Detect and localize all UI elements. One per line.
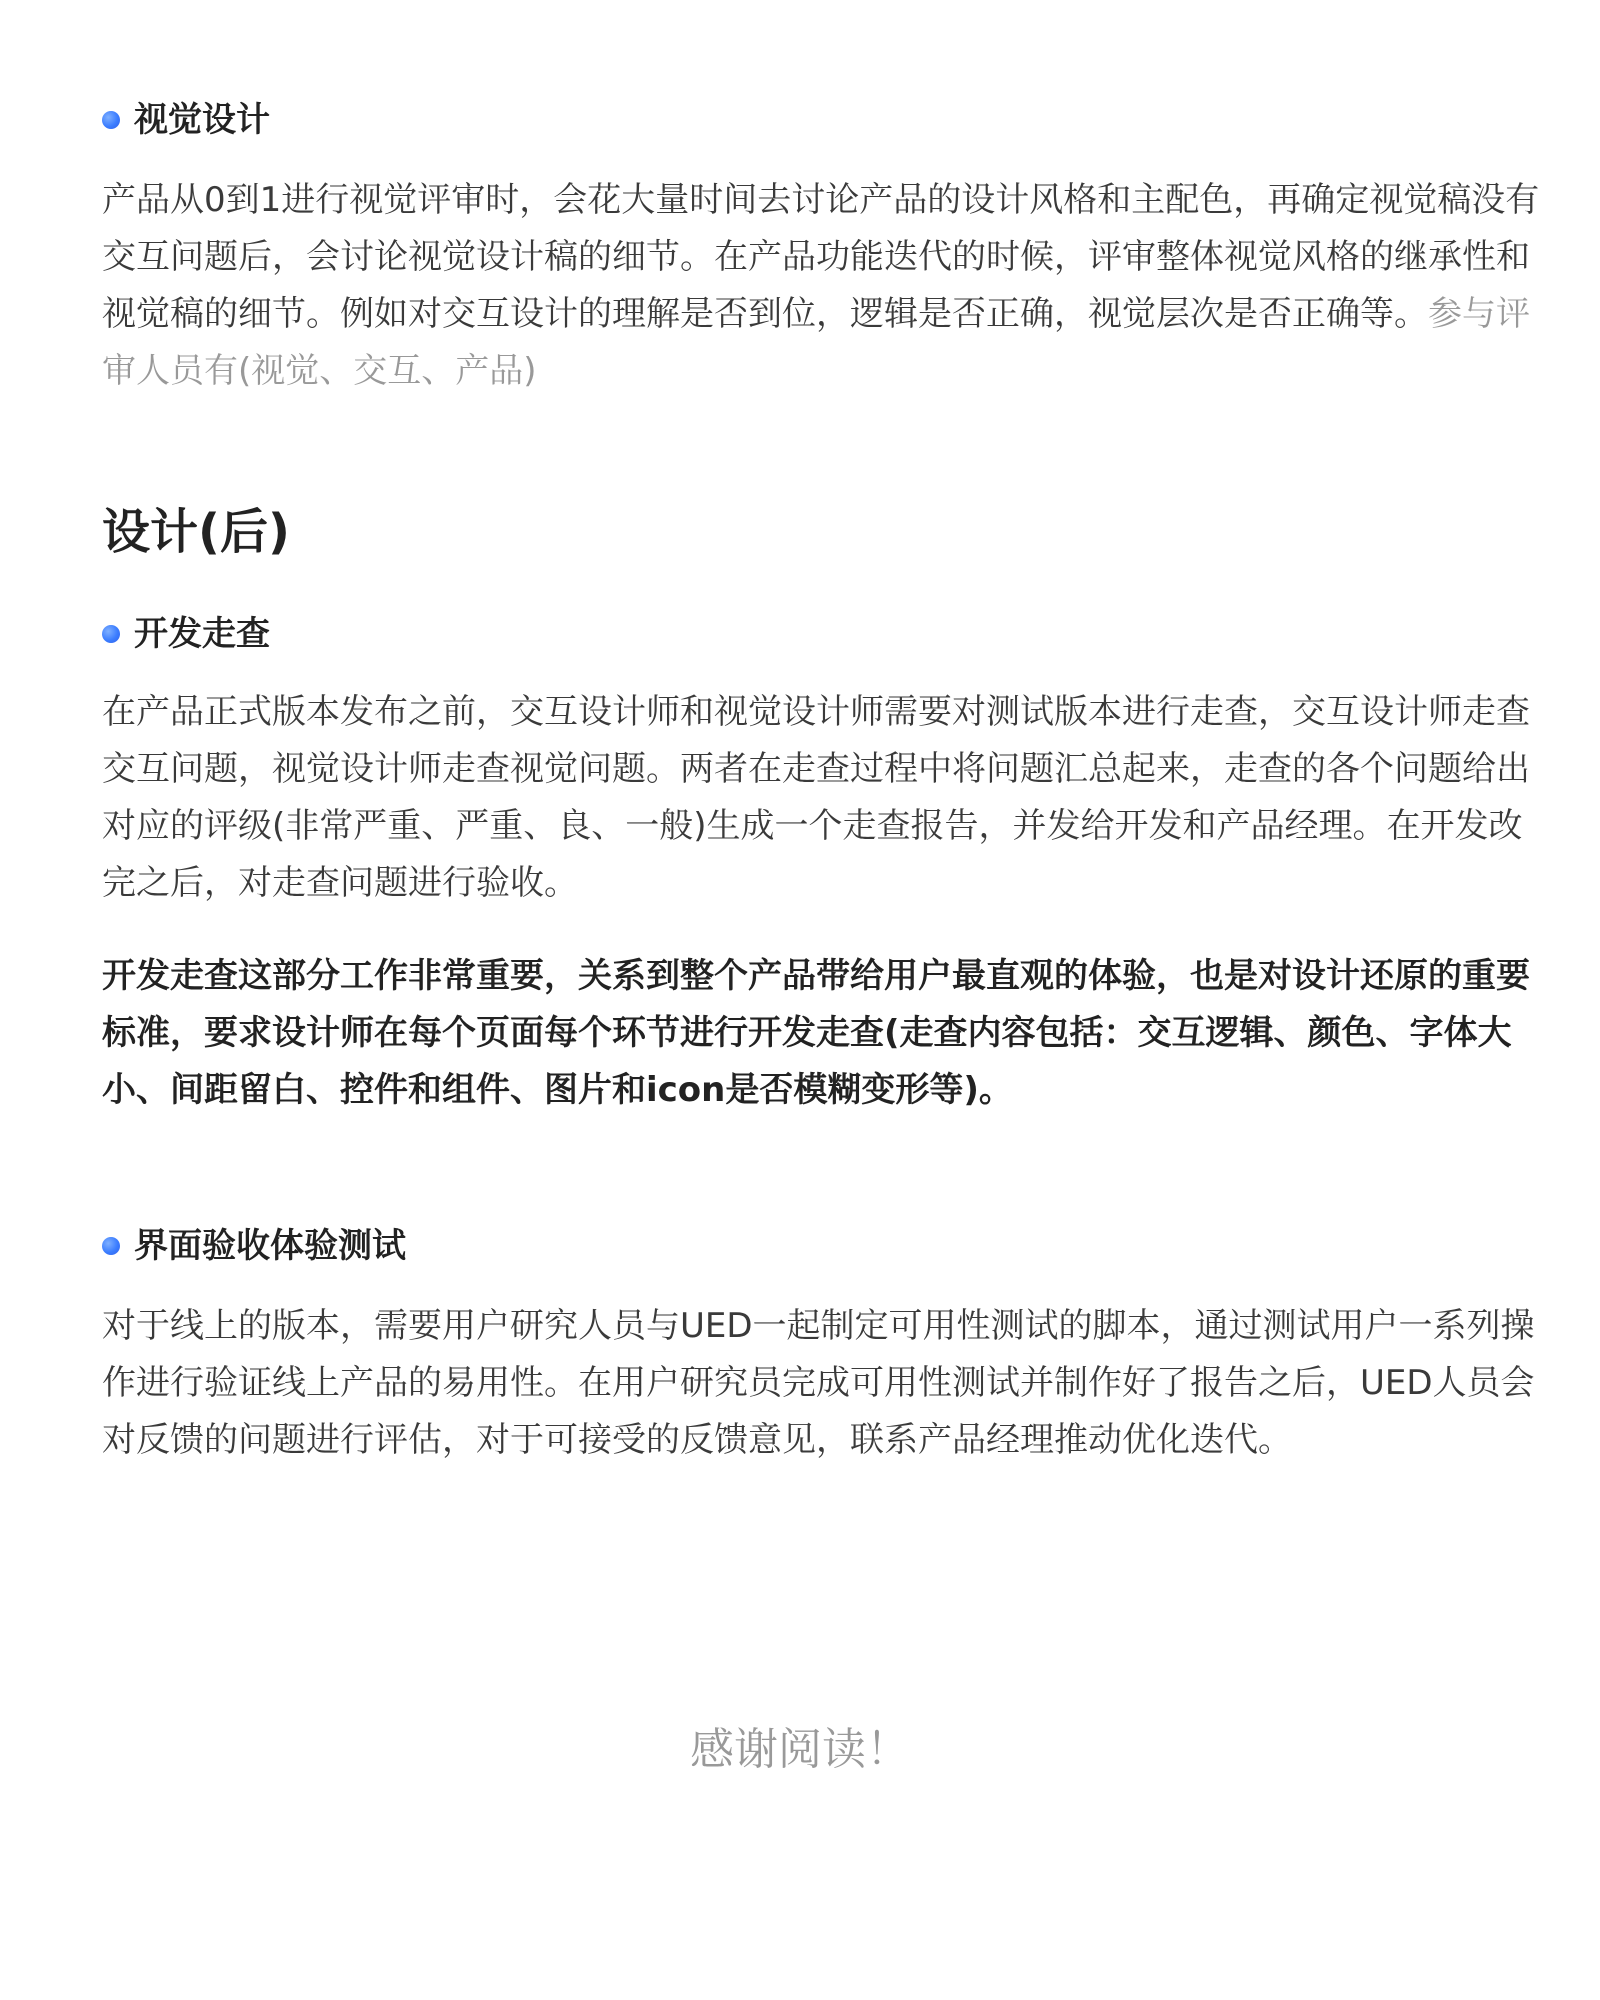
bullet-dot-icon: [102, 111, 120, 129]
dev-walkthrough-paragraph: 在产品正式版本发布之前，交互设计师和视觉设计师需要对测试版本进行走查，交互设计师走查交互问题，视觉设计师走查视觉问题。两者在走查过程中将问题汇总起来，走查的各个问题给出对应的评级(非常严重、严重、良、一般)生成一个走查报告，并发给开发和产品经理。在开发改完之后，对走查问题进行验收。: [102, 692, 1530, 903]
dev-walkthrough-heading: [102, 612, 270, 656]
visual-design-paragraph: [102, 172, 1542, 400]
thanks-for-reading: 感谢阅读！: [690, 1724, 910, 1775]
bullet-dot-icon: [102, 625, 120, 643]
dev-walkthrough-bold-paragraph: 开发走查这部分工作非常重要，关系到整个产品带给用户最直观的体验，也是对设计还原的重要标准，要求设计师在每个页面每个环节进行开发走查(走查内容包括：交互逻辑、颜色、字体大小、间距留白、控件和组件、图片和icon是否模糊变形等)。: [102, 956, 1530, 1110]
visual-design-heading: [102, 98, 270, 142]
visual-design-paragraph-muted: 参与评审人员有(视觉、交互、产品): [102, 294, 1530, 391]
bullet-dot-icon: [102, 1237, 120, 1255]
visual-design-heading-text: 视觉设计: [134, 100, 270, 140]
ui-acceptance-paragraph: 对于线上的版本，需要用户研究人员与UED一起制定可用性测试的脚本，通过测试用户一系列操作进行验证线上产品的易用性。在用户研究员完成可用性测试并制作好了报告之后，UED人员会对反馈的问题进行评估，对于可接受的反馈意见，联系产品经理推动优化迭代。: [102, 1306, 1535, 1460]
design-after-title: 设计(后): [102, 504, 290, 560]
ui-acceptance-heading: [102, 1224, 406, 1268]
ui-acceptance-heading-text: 界面验收体验测试: [134, 1226, 406, 1266]
visual-design-paragraph-text: 产品从0到1进行视觉评审时，会花大量时间去讨论产品的设计风格和主配色，再确定视觉稿没有交互问题后，会讨论视觉设计稿的细节。在产品功能迭代的时候，评审整体视觉风格的继承性和视觉稿的细节。例如对交互设计的理解是否到位，逻辑是否正确，视觉层次是否正确等。: [102, 180, 1540, 334]
dev-walkthrough-heading-text: 开发走查: [134, 614, 270, 654]
